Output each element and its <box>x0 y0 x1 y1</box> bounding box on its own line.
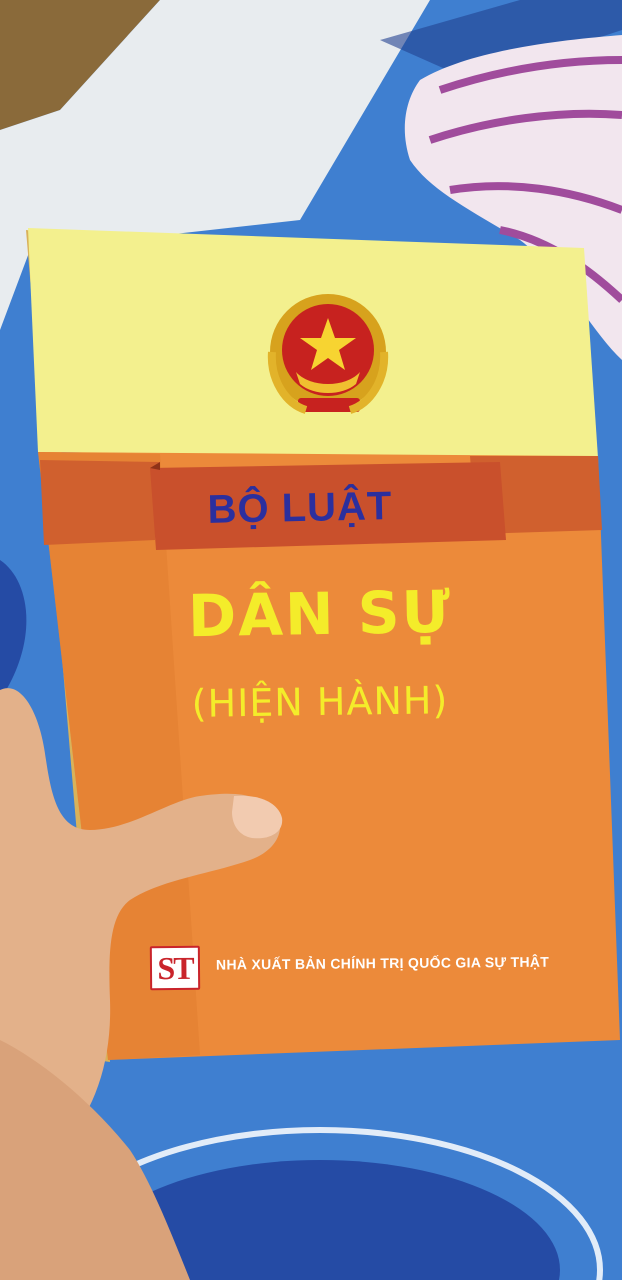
publisher-logo: ST <box>150 946 200 990</box>
ribbon-back-left <box>40 460 160 545</box>
book-title-line-2: DÂN SỰ <box>187 577 453 651</box>
book-title-line-3: (HIỆN HÀNH) <box>191 678 449 726</box>
publisher-name: NHÀ XUẤT BẢN CHÍNH TRỊ QUỐC GIA SỰ THẬT <box>215 953 550 973</box>
vietnam-national-emblem-icon <box>270 294 386 412</box>
book-title-line-1: BỘ LUẬT <box>207 484 393 532</box>
